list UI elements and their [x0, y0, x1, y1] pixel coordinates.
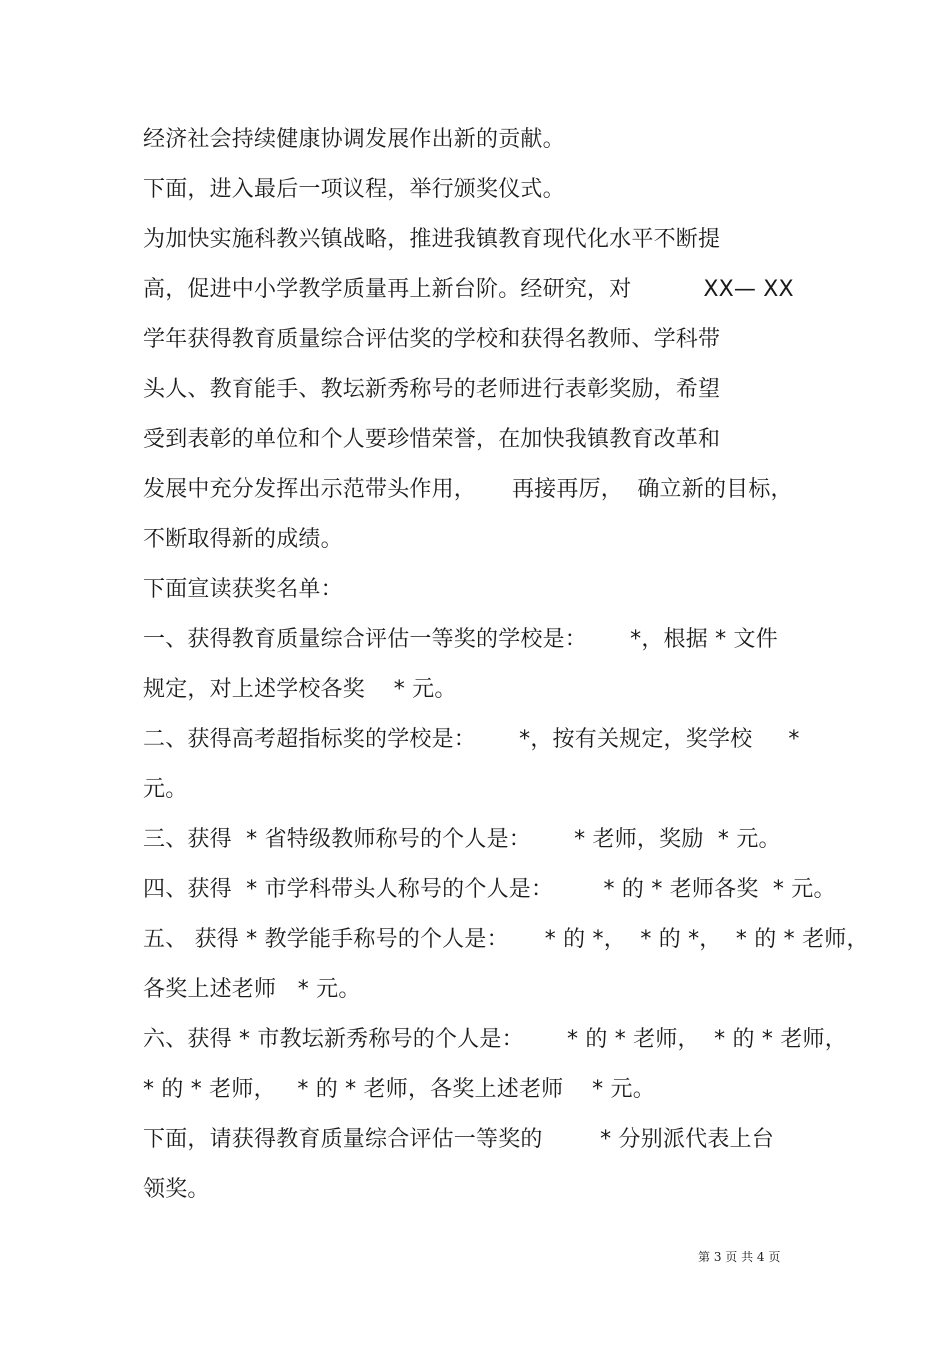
paragraph-line: 二、获得高考超指标奖的学校是： *，按有关规定，奖学校 * — [143, 727, 800, 752]
paragraph-line: 下面宣读获奖名单： — [143, 577, 343, 602]
paragraph-line: 发展中充分发挥出示范带头作用， 再接再厉， 确立新的目标， — [143, 477, 793, 502]
page-number-footer: 第 3 页 共 4 页 — [698, 1250, 781, 1264]
paragraph-line: 元。 — [143, 777, 188, 802]
paragraph-line: 六、获得 * 市教坛新秀称号的个人是： * 的 * 老师， * 的 * 老师， — [143, 1027, 847, 1052]
paragraph-line: 为加快实施科教兴镇战略，推进我镇教育现代化水平不断提 — [143, 227, 721, 252]
paragraph-line: 四、获得 * 市学科带头人称号的个人是： * 的 * 老师各奖 * 元。 — [143, 877, 836, 902]
paragraph-line: 一、获得教育质量综合评估一等奖的学校是： *，根据 * 文件 — [143, 627, 778, 652]
paragraph-line: 领奖。 — [143, 1177, 210, 1202]
paragraph-line: 受到表彰的单位和个人要珍惜荣誉，在加快我镇教育改革和 — [143, 427, 721, 452]
paragraph-line: 学年获得教育质量综合评估奖的学校和获得名教师、学科带 — [143, 327, 721, 352]
paragraph-line: 三、获得 * 省特级教师称号的个人是： * 老师，奖励 * 元。 — [143, 827, 781, 852]
paragraph-line: 规定，对上述学校各奖 * 元。 — [143, 677, 457, 702]
paragraph-line: * 的 * 老师， * 的 * 老师，各奖上述老师 * 元。 — [143, 1077, 655, 1102]
paragraph-line: 经济社会持续健康协调发展作出新的贡献。 — [143, 127, 565, 152]
paragraph-line: 不断取得新的成绩。 — [143, 527, 343, 552]
paragraph-line: 五、 获得 * 教学能手称号的个人是： * 的 *， * 的 *， * 的 * 老师， — [143, 927, 869, 952]
paragraph-line: 头人、教育能手、教坛新秀称号的老师进行表彰奖励，希望 — [143, 377, 721, 402]
paragraph-line: 各奖上述老师 * 元。 — [143, 977, 361, 1002]
paragraph-line: 下面，请获得教育质量综合评估一等奖的 * 分别派代表上台 — [143, 1127, 774, 1152]
paragraph-line: 下面，进入最后一项议程，举行颁奖仪式。 — [143, 177, 565, 202]
paragraph-line: 高，促进中小学教学质量再上新台阶。经研究，对 XX— XX — [143, 277, 794, 302]
